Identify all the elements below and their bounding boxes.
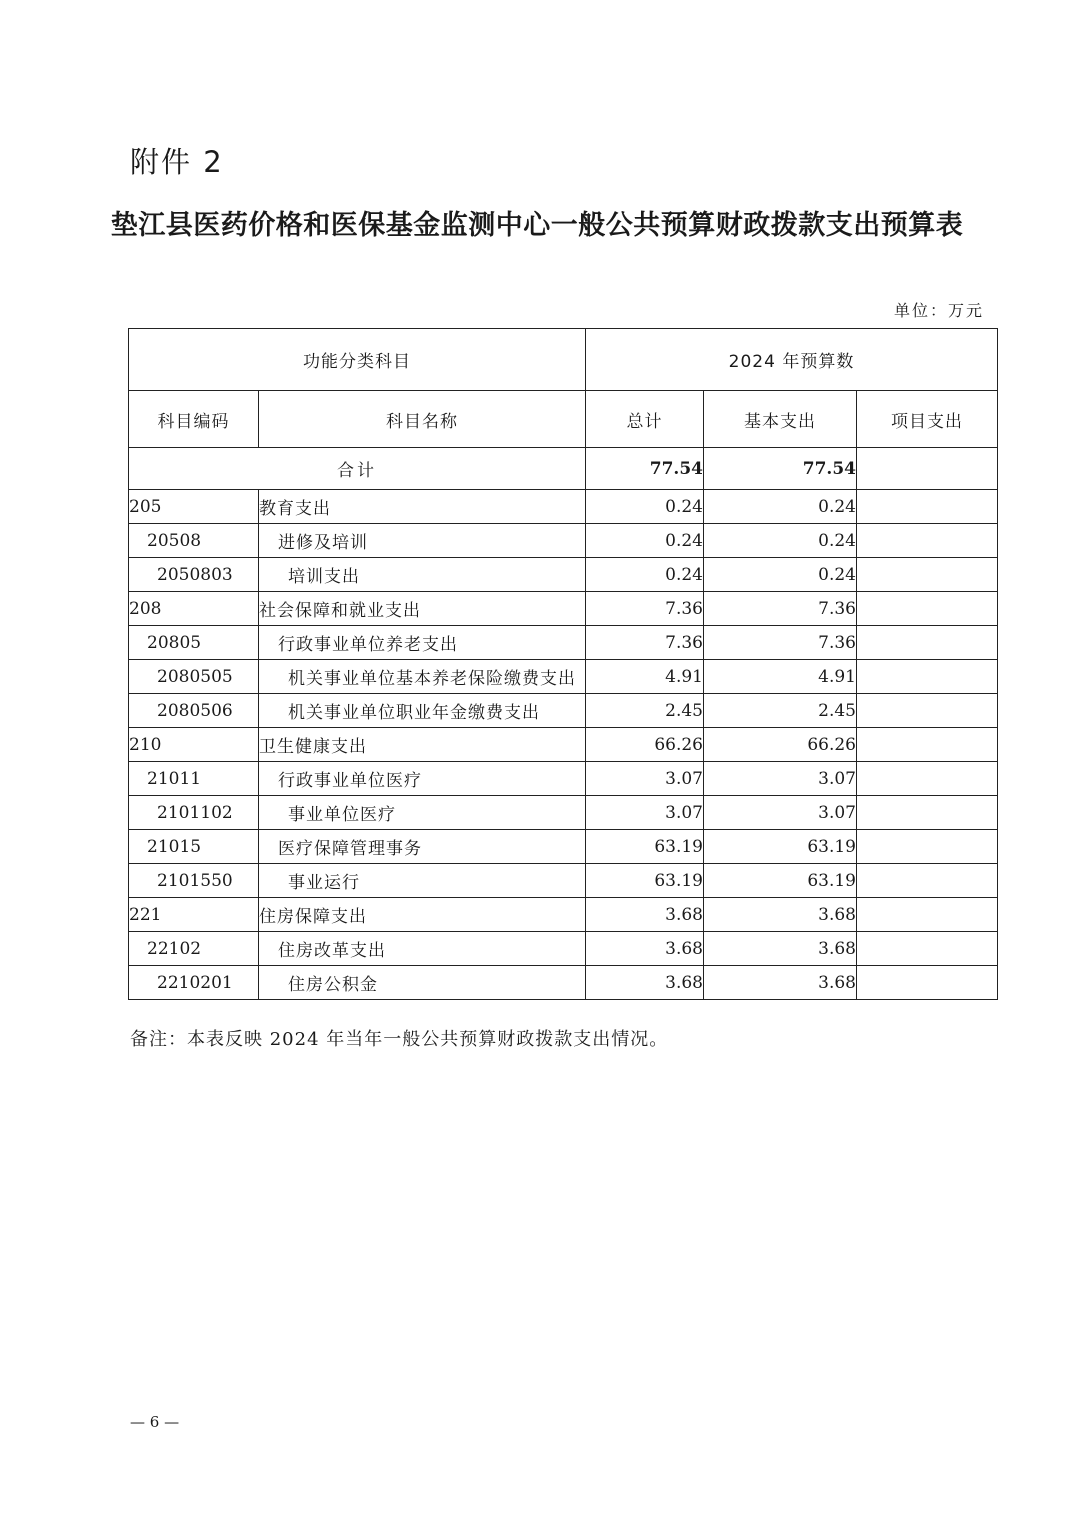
total-cell: 7.36 <box>586 626 704 660</box>
subject-code-cell: 2050803 <box>129 558 259 592</box>
project-expenditure-cell <box>857 864 998 898</box>
total-cell: 0.24 <box>586 524 704 558</box>
sum-project <box>857 448 998 490</box>
subject-name-cell: 机关事业单位职业年金缴费支出 <box>259 694 586 728</box>
subject-name-cell: 住房改革支出 <box>259 932 586 966</box>
subject-name-cell: 教育支出 <box>259 490 586 524</box>
basic-expenditure-cell: 63.19 <box>704 864 857 898</box>
basic-expenditure-cell: 63.19 <box>704 830 857 864</box>
header-project-expenditure: 项目支出 <box>857 391 998 448</box>
basic-expenditure-cell: 3.07 <box>704 762 857 796</box>
subject-code-cell: 210 <box>129 728 259 762</box>
header-budget-2024: 2024 年预算数 <box>586 329 998 391</box>
project-expenditure-cell <box>857 728 998 762</box>
basic-expenditure-cell: 3.68 <box>704 966 857 1000</box>
header-subject-code: 科目编码 <box>129 391 259 448</box>
table-row <box>129 864 998 898</box>
table-row <box>129 592 998 626</box>
total-cell: 63.19 <box>586 830 704 864</box>
table-row <box>129 490 998 524</box>
total-cell: 3.68 <box>586 932 704 966</box>
subject-name-cell: 医疗保障管理事务 <box>259 830 586 864</box>
basic-expenditure-cell: 0.24 <box>704 524 857 558</box>
project-expenditure-cell <box>857 932 998 966</box>
subject-name-cell: 培训支出 <box>259 558 586 592</box>
subject-name-cell: 住房保障支出 <box>259 898 586 932</box>
header-subject-name: 科目名称 <box>259 391 586 448</box>
budget-table <box>128 328 998 1000</box>
total-cell: 63.19 <box>586 864 704 898</box>
total-cell: 0.24 <box>586 558 704 592</box>
project-expenditure-cell <box>857 490 998 524</box>
footnote: 备注：本表反映 2024 年当年一般公共预算财政拨款支出情况。 <box>130 1029 669 1050</box>
project-expenditure-cell <box>857 694 998 728</box>
subject-code-cell: 22102 <box>129 932 259 966</box>
total-cell: 0.24 <box>586 490 704 524</box>
basic-expenditure-cell: 0.24 <box>704 490 857 524</box>
sum-row <box>129 448 998 490</box>
project-expenditure-cell <box>857 796 998 830</box>
header-row-columns <box>129 391 998 448</box>
subject-code-cell: 2101550 <box>129 864 259 898</box>
subject-code-cell: 2210201 <box>129 966 259 1000</box>
project-expenditure-cell <box>857 762 998 796</box>
total-cell: 66.26 <box>586 728 704 762</box>
subject-code-cell: 221 <box>129 898 259 932</box>
table-row <box>129 898 998 932</box>
attachment-label: 附件 2 <box>130 145 224 179</box>
subject-code-cell: 2101102 <box>129 796 259 830</box>
table-row <box>129 694 998 728</box>
subject-name-cell: 行政事业单位养老支出 <box>259 626 586 660</box>
basic-expenditure-cell: 3.68 <box>704 932 857 966</box>
subject-name-cell: 行政事业单位医疗 <box>259 762 586 796</box>
header-row-group <box>129 329 998 391</box>
table-row <box>129 796 998 830</box>
basic-expenditure-cell: 3.68 <box>704 898 857 932</box>
project-expenditure-cell <box>857 626 998 660</box>
total-cell: 3.68 <box>586 898 704 932</box>
table-row <box>129 932 998 966</box>
table-row <box>129 626 998 660</box>
subject-code-cell: 21015 <box>129 830 259 864</box>
basic-expenditure-cell: 4.91 <box>704 660 857 694</box>
sum-basic: 77.54 <box>704 448 857 490</box>
header-basic-expenditure: 基本支出 <box>704 391 857 448</box>
basic-expenditure-cell: 0.24 <box>704 558 857 592</box>
total-cell: 2.45 <box>586 694 704 728</box>
sum-total: 77.54 <box>586 448 704 490</box>
subject-code-cell: 2080506 <box>129 694 259 728</box>
project-expenditure-cell <box>857 524 998 558</box>
basic-expenditure-cell: 2.45 <box>704 694 857 728</box>
header-total: 总计 <box>586 391 704 448</box>
total-cell: 3.07 <box>586 796 704 830</box>
table-row <box>129 830 998 864</box>
subject-name-cell: 卫生健康支出 <box>259 728 586 762</box>
subject-name-cell: 机关事业单位基本养老保险缴费支出 <box>259 660 586 694</box>
subject-code-cell: 208 <box>129 592 259 626</box>
project-expenditure-cell <box>857 898 998 932</box>
project-expenditure-cell <box>857 830 998 864</box>
basic-expenditure-cell: 3.07 <box>704 796 857 830</box>
subject-code-cell: 20508 <box>129 524 259 558</box>
subject-code-cell: 20805 <box>129 626 259 660</box>
table-row <box>129 524 998 558</box>
basic-expenditure-cell: 7.36 <box>704 592 857 626</box>
subject-code-cell: 2080505 <box>129 660 259 694</box>
table-row <box>129 660 998 694</box>
subject-name-cell: 事业运行 <box>259 864 586 898</box>
project-expenditure-cell <box>857 592 998 626</box>
sum-label: 合计 <box>129 448 586 490</box>
subject-name-cell: 事业单位医疗 <box>259 796 586 830</box>
subject-name-cell: 住房公积金 <box>259 966 586 1000</box>
document-title: 垫江县医药价格和医保基金监测中心一般公共预算财政拨款支出预算表 <box>110 210 964 241</box>
header-function-category: 功能分类科目 <box>129 329 586 391</box>
project-expenditure-cell <box>857 966 998 1000</box>
page-number: — 6 — <box>130 1413 180 1431</box>
subject-code-cell: 205 <box>129 490 259 524</box>
total-cell: 3.68 <box>586 966 704 1000</box>
project-expenditure-cell <box>857 558 998 592</box>
subject-name-cell: 社会保障和就业支出 <box>259 592 586 626</box>
total-cell: 7.36 <box>586 592 704 626</box>
basic-expenditure-cell: 66.26 <box>704 728 857 762</box>
table-row <box>129 762 998 796</box>
table-row <box>129 966 998 1000</box>
total-cell: 3.07 <box>586 762 704 796</box>
unit-label: 单位：万元 <box>893 301 984 320</box>
table-row <box>129 558 998 592</box>
table-row <box>129 728 998 762</box>
subject-code-cell: 21011 <box>129 762 259 796</box>
total-cell: 4.91 <box>586 660 704 694</box>
project-expenditure-cell <box>857 660 998 694</box>
basic-expenditure-cell: 7.36 <box>704 626 857 660</box>
subject-name-cell: 进修及培训 <box>259 524 586 558</box>
